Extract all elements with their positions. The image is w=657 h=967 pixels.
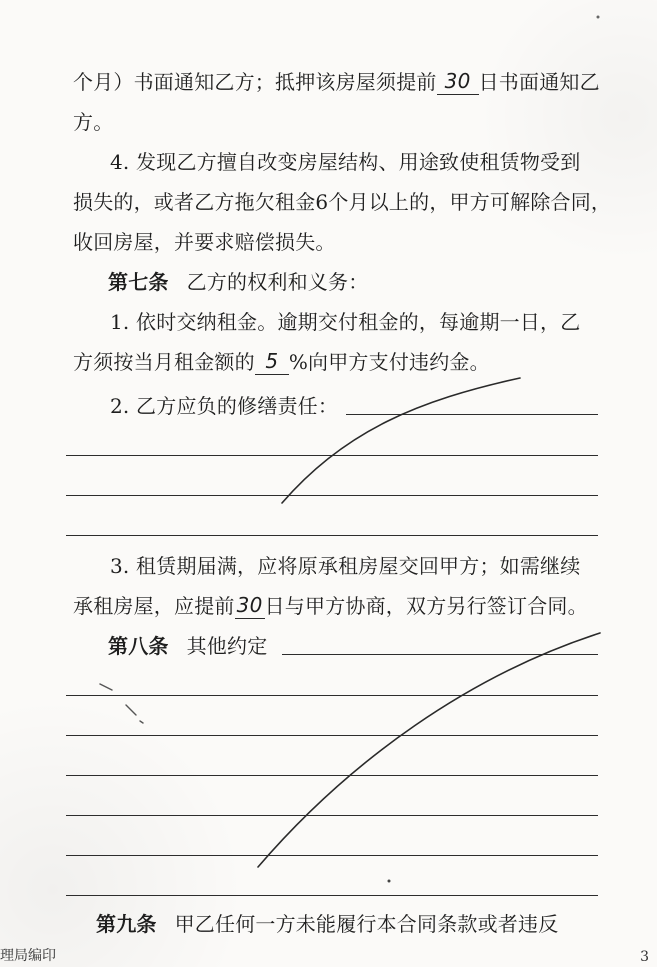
article-7-title: 第七条 — [108, 270, 169, 294]
other-agreement-blank-3 — [66, 735, 598, 736]
text-line-11: 承租房屋，应提前 30 日与甲方协商，双方另行签订合同。 — [73, 593, 588, 618]
text-line-7: 1. 依时交纳租金。逾期交付租金的，每逾期一日，乙 — [110, 310, 581, 334]
ink-speck-top — [597, 16, 600, 19]
article-9-text: 甲乙任何一方未能履行本合同条款或者违反 — [174, 912, 559, 936]
other-agreement-blank-6 — [66, 855, 598, 856]
late-fee-percent-field — [255, 349, 289, 375]
handwritten-5-percent: 5 — [265, 349, 279, 373]
ink-marks-left — [100, 684, 143, 723]
line-1-prefix: 个月）书面通知乙方；抵押该房屋须提前 — [73, 70, 437, 94]
article-8-title: 第八条 — [108, 634, 169, 658]
other-agreement-blank-5 — [66, 815, 598, 816]
handwritten-30-days: 30 — [444, 69, 471, 93]
other-agreement-blank-4 — [66, 775, 598, 776]
advance-notice-days-field — [437, 69, 479, 95]
repair-responsibility-blank-1 — [346, 414, 598, 415]
text-line-10: 3. 租赁期届满，应将原承租房屋交回甲方；如需继续 — [110, 554, 581, 578]
other-agreement-blank-2 — [66, 695, 598, 696]
text-line-1 — [73, 69, 600, 95]
line-1-suffix: 日书面通知乙 — [478, 70, 600, 94]
publisher-footer: 理局编印 — [0, 948, 56, 964]
repair-responsibility-blank-4 — [66, 535, 598, 536]
ink-speck — [388, 880, 391, 883]
page-number: 3 — [640, 949, 649, 965]
article-8-heading — [108, 636, 267, 656]
text-line-8: 方须按当月租金额的 5 %向甲方支付违约金。 — [73, 349, 490, 374]
repair-responsibility-blank-2 — [66, 455, 598, 456]
text-line-2: 方。 — [73, 110, 114, 134]
article-7-heading — [108, 272, 368, 292]
article-9-heading — [96, 914, 558, 934]
text-line-5: 收回房屋，并要求赔偿损失。 — [73, 230, 336, 254]
other-agreement-blank-1 — [282, 654, 598, 655]
handwritten-30-days-renewal: 30 — [236, 593, 263, 617]
strike-through-stroke-other — [258, 633, 600, 867]
text-line-4: 损失的，或者乙方拖欠租金6个月以上的，甲方可解除合同， — [73, 190, 612, 214]
text-line-3: 4. 发现乙方擅自改变房屋结构、用途致使租赁物受到 — [110, 150, 581, 174]
article-8-subject: 其他约定 — [186, 634, 268, 658]
other-agreement-blank-7 — [66, 895, 598, 896]
text-line-9: 2. 乙方应负的修缮责任： — [110, 394, 339, 418]
article-7-subject: 乙方的权利和义务： — [186, 270, 369, 294]
repair-responsibility-blank-3 — [66, 495, 598, 496]
renewal-notice-days-field — [235, 593, 265, 619]
article-9-title: 第九条 — [96, 912, 157, 936]
